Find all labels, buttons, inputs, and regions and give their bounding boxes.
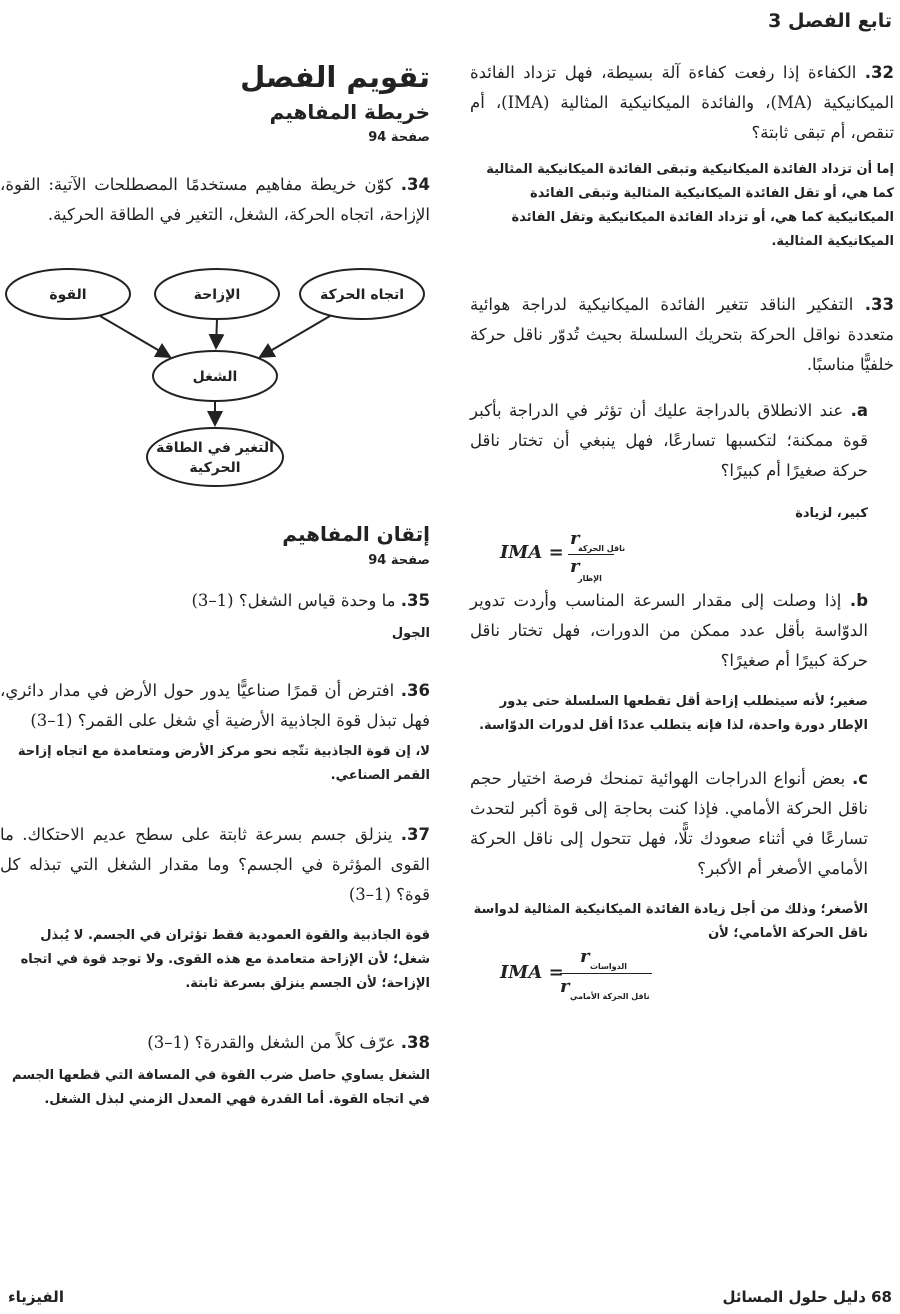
concept-map-title: خريطة المفاهيم bbox=[269, 100, 430, 124]
arrow-force-to-work bbox=[100, 316, 170, 357]
question-number: 38. bbox=[400, 1033, 430, 1052]
question-text: ينزلق جسم بسرعة ثابتة على سطح عديم الاحتكاك. ما القوى المؤثرة في الجسم؟ وما مقدار الشغل التي تبذله كل قوة؟ (1–3) bbox=[0, 825, 430, 904]
question-text: افترض أن قمرًا صناعيًّا يدور حول الأرض في مدار دائري، فهل تبذل قوة الجاذبية الأرضية أي شغل على القمر؟ (1–3) bbox=[0, 681, 430, 730]
sub-text-b: إذا وصلت إلى مقدار السرعة المناسب وأردت تدوير الدوّاسة بأقل عدد ممكن من الدورات، فهل تختار ناقل حركة كبيرًا أم صغيرًا؟ bbox=[470, 591, 868, 670]
question-33-a bbox=[470, 396, 868, 486]
question-36 bbox=[0, 676, 430, 736]
sub-label-b: b. bbox=[849, 591, 868, 610]
answer-33-a: كبير، لزيادة bbox=[795, 506, 868, 521]
formula-denominator-sub: ناقل الحركة الأمامي bbox=[570, 992, 650, 1001]
answer-33-c: الأصغر؛ وذلك من أجل زيادة الفائدة الميكانيكية المثالية لدواسة ناقل الحركة الأمامي؛ لأن bbox=[473, 902, 868, 941]
fraction-line bbox=[568, 554, 614, 555]
sub-text-a: عند الانطلاق بالدراجة عليك أن تؤثر في الدراجة بأكبر قوة ممكنة؛ لتكسبها تسارعًا، فهل ينبغي أن تختار ناقل حركة صغيرًا أم كبيرًا؟ bbox=[470, 401, 868, 480]
question-number: 34. bbox=[400, 175, 431, 194]
answer-33-b: صغير؛ لأنه سيتطلب إزاحة أقل تقطعها السلسلة حتى يدور الإطار دورة واحدة، لذا فإنه يتطلب عددًا أقل لدورات الدوّاسة. bbox=[479, 694, 868, 733]
question-number: 36. bbox=[400, 681, 431, 700]
concept-map-page: صفحة 94 bbox=[368, 130, 430, 145]
footer-subject: الفيزياء bbox=[8, 1288, 64, 1306]
question-text: كوّن خريطة مفاهيم مستخدمًا المصطلحات الآتية: القوة، الإزاحة، اتجاه الحركة، الشغل، التغير في الطاقة الحركية. bbox=[0, 175, 430, 224]
formula-numerator: r bbox=[570, 528, 580, 549]
formula-denominator-sub: الإطار bbox=[578, 574, 602, 583]
question-35 bbox=[0, 586, 430, 616]
node-kinetic-energy-label-1: التغير في الطاقة bbox=[156, 440, 274, 456]
formula-denominator: r bbox=[570, 556, 580, 577]
section-title: تقويم الفصل bbox=[240, 60, 430, 94]
question-text: الكفاءة إذا رفعت كفاءة آلة بسيطة، فهل تزداد الفائدة الميكانيكية (MA)، والفائدة الميكانيكية المثالية (IMA)، أم تنقص، أم تبقى ثابتة؟ bbox=[470, 63, 894, 142]
arrow-displacement-to-work bbox=[216, 319, 217, 348]
formula-numerator-sub: ناقل الحركة bbox=[578, 544, 626, 553]
node-work-label: الشغل bbox=[192, 369, 238, 385]
question-33-b bbox=[470, 586, 868, 676]
question-text: التفكير الناقد تتغير الفائدة الميكانيكية لدراجة هوائية متعددة نواقل الحركة بتحريك السلسلة بحيث تُدوّر ناقل حركة خلفيًّا مناسبًا. bbox=[470, 295, 894, 374]
question-34 bbox=[0, 170, 430, 230]
question-text: عرّف كلاً من الشغل والقدرة؟ (1–3) bbox=[147, 1033, 396, 1052]
question-33 bbox=[470, 290, 894, 380]
node-kinetic-energy-label-2: الحركية bbox=[189, 460, 241, 476]
formula-ima-1 bbox=[500, 530, 640, 590]
node-direction-label: اتجاه الحركة bbox=[319, 287, 405, 303]
answer-35: الجول bbox=[391, 626, 430, 641]
fraction-line bbox=[560, 973, 652, 974]
node-displacement-label: الإزاحة bbox=[193, 287, 241, 303]
question-33-c bbox=[470, 764, 868, 884]
formula-ima-2 bbox=[500, 948, 660, 1008]
question-38 bbox=[0, 1028, 430, 1058]
formula-numerator-sub: الدواسات bbox=[590, 962, 627, 971]
node-kinetic-energy-change bbox=[147, 428, 283, 486]
question-text: ما وحدة قياس الشغل؟ (1–3) bbox=[191, 591, 396, 610]
concept-map bbox=[0, 262, 432, 488]
question-number: 35. bbox=[400, 591, 430, 610]
formula-lhs: IMA = bbox=[500, 962, 564, 983]
answer-38: الشغل يساوي حاصل ضرب القوة في المسافة التي قطعها الجسم في اتجاه القوة. أما القدرة فهي المعدل الزمني لبذل الشغل. bbox=[12, 1068, 430, 1107]
answer-32: إما أن تزداد الفائدة الميكانيكية وتبقى الفائدة الميكانيكية المثالية كما هي، أو تقل الفائدة الميكانيكية المثالية وتبقى الفائدة الميكانيكية كما هي، أو تزداد الفائدة الميكانيكية وتقل الفائدة الميكانيكية المثالية. bbox=[486, 162, 894, 249]
formula-numerator: r bbox=[580, 946, 590, 967]
question-number: 32. bbox=[864, 63, 894, 82]
mastery-page: صفحة 94 bbox=[368, 553, 430, 568]
question-number: 37. bbox=[400, 825, 430, 844]
question-32 bbox=[470, 58, 894, 148]
running-head: تابع الفصل 3 bbox=[768, 10, 892, 32]
mastery-title: إتقان المفاهيم bbox=[282, 522, 430, 546]
sub-label-a: a. bbox=[850, 401, 868, 420]
formula-denominator: r bbox=[560, 976, 570, 997]
question-number: 33. bbox=[864, 295, 895, 314]
footer-page-label: 68 دليل حلول المسائل bbox=[722, 1288, 892, 1306]
arrow-direction-to-work bbox=[260, 316, 330, 357]
answer-37: قوة الجاذبية والقوة العمودية فقط تؤثران في الجسم. لا يُبذل شغل؛ لأن الإزاحة متعامدة مع هذه القوى. ولا توجد قوة في اتجاه الإزاحة؛ لأن الجسم ينزلق بسرعة ثابتة. bbox=[20, 928, 430, 991]
node-force-label: القوة bbox=[49, 287, 87, 303]
sub-label-c: c. bbox=[851, 769, 868, 788]
formula-lhs: IMA = bbox=[500, 542, 564, 563]
answer-36: لا، إن قوة الجاذبية تتّجه نحو مركز الأرض ومتعامدة مع اتجاه إزاحة القمر الصناعي. bbox=[17, 744, 430, 783]
question-37 bbox=[0, 820, 430, 910]
sub-text-c: بعض أنواع الدراجات الهوائية تمنحك فرصة اختيار حجم ناقل الحركة الأمامي. فإذا كنت بحاجة إلى قوة أكبر لتحدث تسارعًا في أثناء صعودك تلًّا، فهل تتحول إلى ناقل الحركة الأمامي الأصغر أم الأكبر؟ bbox=[470, 769, 868, 878]
